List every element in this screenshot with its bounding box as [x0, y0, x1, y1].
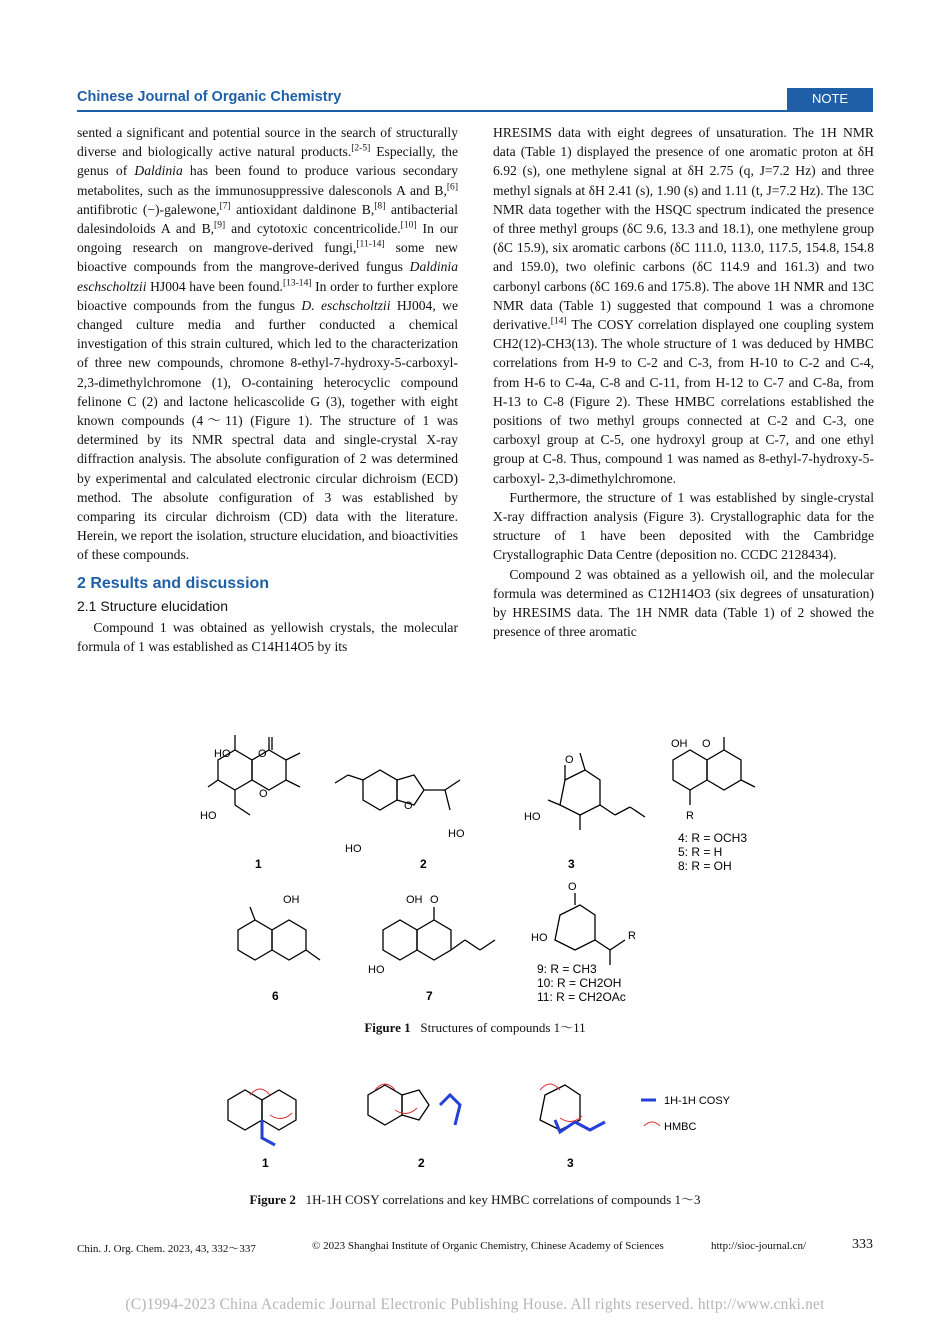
label-compound-1: 1	[255, 857, 262, 871]
structure-compound-7	[383, 907, 495, 960]
structure-compound-6	[238, 907, 320, 960]
article-type-badge: NOTE	[787, 88, 873, 110]
journal-url[interactable]: http://sioc-journal.cn/	[711, 1240, 807, 1252]
svg-text:O: O	[404, 800, 413, 812]
subsection-heading: 2.1 Structure elucidation	[77, 597, 228, 614]
svg-text:O: O	[568, 881, 577, 893]
svg-text:4: R = OCH3: 4: R = OCH3	[678, 831, 748, 845]
left-column	[77, 123, 458, 656]
svg-text:OH: OH	[406, 894, 423, 906]
svg-text:HO: HO	[448, 828, 465, 840]
svg-text:11: R = CH2OAc: 11: R = CH2OAc	[537, 990, 626, 1004]
nmr-paragraph: HRESIMS data with eight degrees of unsaturation. The 1H NMR data (Table 1) displayed the presence of one aromatic proton at δH 6.92 (s), one methylene signal at δH 2.75 (q, J=7.2 Hz) and three methyl signals at δH 2.41 (s), 1.90 (s) and 1.11 (t, J=7.2 Hz). The 13C NMR data together with the HSQC spectrum indicated the presence of three methyl groups (δC 9.6, 13.3 and 18.1), one methylene group (δC 15.9), six aromatic carbons (δC 111.0, 113.0, 117.5, 154.8, 154.8 and 159.0), two olefinic carbons (δC 114.9 and 161.3) and two carbonyl carbons (δC 169.6 and 175.8). The above 1H NMR and 13C NMR data (Table 1) suggested that compound 1 was a chromone derivative.[14] The COSY correlation displayed one coupling system CH2(12)-CH3(13). The whole structure of 1 was deduced by HMBC correlations from H-9 to C-2 and C-3, from H-10 to C-2 and C-4, from H-6 to C-4a, C-8 and C-11, from H-12 to C-7 and C-8a, from H-13 to C-8 (Figure 2). These HMBC correlations established the positions of two methyl groups connected at C-2 and C-3, one carboxyl group at C-5, one hydroxyl group at C-7, and one ethyl group at C-8. Thus, compound 1 was named as 8-ethyl-7-hydroxy-5-carboxyl- 2,3-dimethylchromone.	[493, 125, 874, 486]
svg-text:OH: OH	[671, 738, 688, 750]
svg-text:O: O	[430, 894, 439, 906]
svg-text:O: O	[565, 754, 574, 766]
structure-compound-2	[335, 770, 460, 810]
svg-text:OH: OH	[283, 894, 300, 906]
citation: Chin. J. Org. Chem. 2023, 43, 332～337	[77, 1243, 256, 1255]
svg-text:10: R = CH2OH: 10: R = CH2OH	[537, 976, 622, 990]
section-heading: 2 Results and discussion	[77, 574, 270, 592]
svg-text:R: R	[686, 810, 694, 822]
svg-text:HO: HO	[531, 932, 548, 944]
intro-paragraph: sented a significant and potential source in the search of structurally diverse and biologically active natural products.[2-5] Especially, the genus of Daldinia has been found to produce various secondary metabolites, such as the immunosuppressive dalesconols A and B,[6] antifibrotic (−)-galewone,[7] antioxidant daldinone B,[8] antibacterial dalesindoloids A and B,[9] and cytotoxic concentricolide.[10] In our ongoing research on mangrove-derived fungi,[11-14] some new bioactive compounds from the mangrove-derived fungus Daldinia eschscholtzii HJ004 have been found.[13-14] In order to further explore bioactive compounds from the fungus D. eschscholtzii HJ004, we changed culture media and further conducted a chemical investigation of this strain cultured, which led to the characterization of three new compounds, chromone 8-ethyl-7-hydroxy-5-carboxyl-2,3-dimethylchromone (1), O-containing heterocyclic compound felinone C (2) and lactone helicascolide G (3), together with eight known compounds (4～11) (Figure 1). The structure of 1 was determined by its NMR spectral data and single-crystal X-ray diffraction analysis. The absolute configuration of 2 was determined by experimental and calculated electronic circular dichroism (ECD) method. The absolute configuration of 3 was established by comparing its circular dichroism (CD) data with the literature. Herein, we report the isolation, structure elucidation, and bioactivities of these compounds.	[77, 125, 459, 563]
svg-text:9: R = CH3: 9: R = CH3	[537, 962, 597, 976]
label-compound-3: 3	[568, 857, 575, 871]
compound2-paragraph: Compound 2 was obtained as a yellowish oil, and the molecular formula was determined as C12H14O3 (six degrees of unsaturation) by HRESIMS data. The 1H NMR data (Table 1) of 2 showed the presence of three aromatic	[493, 566, 874, 640]
svg-text:O: O	[259, 788, 268, 800]
svg-text:5: R = H: 5: R = H	[678, 845, 723, 859]
label-compound-2: 2	[420, 857, 427, 871]
structure-compound-9-10-11	[555, 893, 625, 965]
journal-header	[77, 88, 873, 112]
figure-1-structures	[0, 735, 950, 1025]
figure-1	[0, 735, 950, 1025]
svg-text:HO: HO	[200, 810, 217, 822]
page-number: 333	[852, 1237, 873, 1252]
svg-text:1H-1H COSY: 1H-1H COSY	[664, 1095, 731, 1107]
journal-title: Chinese Journal of Organic Chemistry	[77, 89, 342, 105]
cnki-watermark: (C)1994-2023 China Academic Journal Electronic Publishing House. All rights reserved. http://www.cnki.net	[125, 1296, 825, 1313]
label-compound-3: 3	[567, 1156, 574, 1170]
label-compound-7: 7	[426, 989, 433, 1003]
figure-2-correlations	[0, 1050, 950, 1170]
svg-text:O: O	[702, 738, 711, 750]
label-compound-1: 1	[262, 1156, 269, 1170]
figure-2-caption: Figure 2 1H-1H COSY correlations and key HMBC correlations of compounds 1～3	[249, 1192, 701, 1207]
svg-text:HMBC: HMBC	[664, 1121, 697, 1133]
svg-text:O: O	[258, 748, 267, 760]
compound1-paragraph: Compound 1 was obtained as yellowish crystals, the molecular formula of 1 was established as C14H14O5 by its	[77, 620, 458, 655]
svg-text:HO: HO	[214, 748, 231, 760]
figure-1-caption: Figure 1 Structures of compounds 1～11	[364, 1020, 586, 1035]
page-footer	[77, 1237, 873, 1255]
svg-text:R: R	[628, 930, 636, 942]
svg-text:8: R = OH: 8: R = OH	[678, 859, 732, 873]
svg-text:HO: HO	[524, 811, 541, 823]
label-compound-6: 6	[272, 989, 279, 1003]
copyright: © 2023 Shanghai Institute of Organic Chemistry, Chinese Academy of Sciences	[312, 1240, 664, 1252]
structure-compound-3	[548, 753, 645, 830]
xray-paragraph: Furthermore, the structure of 1 was established by single-crystal X-ray diffraction analysis (Figure 3). Crystallographic data for the structure of 1 have been deposited with the Cambridge Crystallographic Data Centre (deposition no. CCDC 2128434).	[493, 489, 874, 563]
structure-compound-1	[208, 735, 300, 815]
figure-2	[0, 1050, 950, 1170]
svg-text:HO: HO	[368, 964, 385, 976]
svg-text:HO: HO	[345, 843, 362, 855]
right-column	[493, 123, 874, 641]
label-compound-2: 2	[418, 1156, 425, 1170]
